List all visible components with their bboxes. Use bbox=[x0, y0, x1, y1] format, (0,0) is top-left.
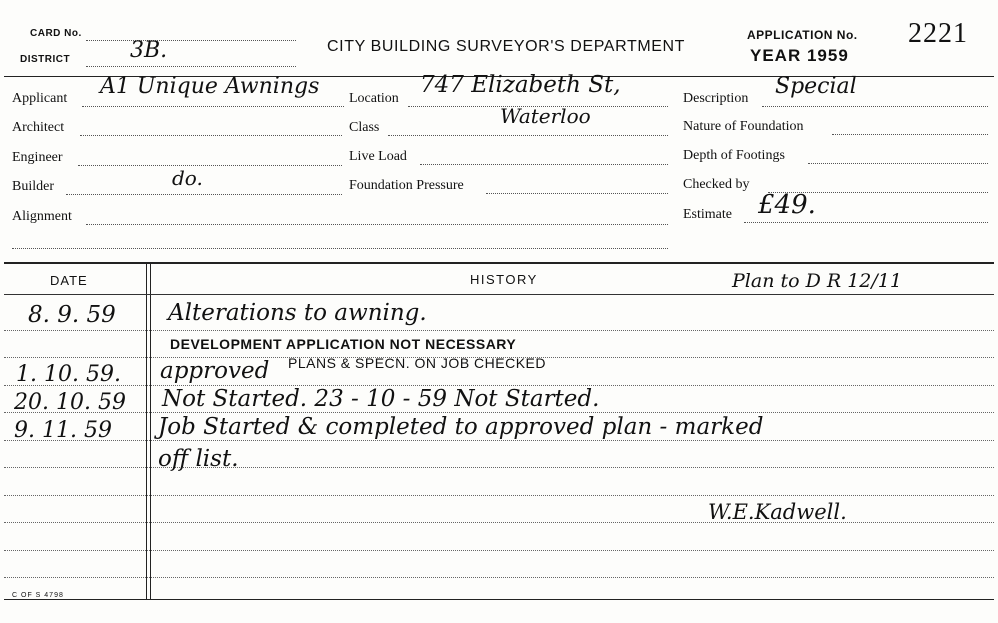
description-label: Description bbox=[683, 91, 749, 106]
location-value: 747 Elizabeth St, bbox=[420, 72, 621, 98]
district-label: DISTRICT bbox=[20, 54, 71, 65]
entry-1-text: Alterations to awning. bbox=[168, 300, 427, 326]
district-value: 3B. bbox=[130, 38, 168, 63]
history-header: HISTORY bbox=[470, 272, 538, 287]
entry-4-date: 20. 10. 59 bbox=[14, 390, 126, 415]
history-row-line bbox=[4, 577, 994, 578]
nature-label: Nature of Foundation bbox=[683, 119, 804, 134]
class-line bbox=[388, 135, 668, 136]
history-bottom-rule bbox=[4, 599, 994, 600]
engineer-label: Engineer bbox=[12, 150, 63, 165]
architect-label: Architect bbox=[12, 120, 65, 135]
signature: W.E.Kadwell. bbox=[708, 500, 847, 524]
engineer-line bbox=[78, 165, 342, 166]
depth-label: Depth of Footings bbox=[683, 148, 785, 163]
estimate-label: Estimate bbox=[683, 207, 732, 222]
card-no-label: CARD No. bbox=[30, 28, 82, 39]
history-row-line bbox=[4, 550, 994, 551]
blank-line bbox=[12, 248, 668, 249]
nature-line bbox=[832, 134, 988, 135]
alignment-label: Alignment bbox=[12, 209, 72, 224]
applicant-value: A1 Unique Awnings bbox=[100, 74, 320, 99]
entry-6-text: off list. bbox=[158, 446, 239, 472]
entry-2-text: DEVELOPMENT APPLICATION NOT NECESSARY bbox=[170, 336, 517, 352]
entry-3-date: 1. 10. 59. bbox=[16, 362, 121, 387]
history-row-line bbox=[4, 330, 994, 331]
entry-3-text-typed: PLANS & SPECN. ON JOB CHECKED bbox=[288, 355, 547, 371]
description-value: Special bbox=[775, 74, 857, 99]
liveload-line bbox=[420, 164, 668, 165]
checked-label: Checked by bbox=[683, 177, 750, 192]
department-title: CITY BUILDING SURVEYOR'S DEPARTMENT bbox=[327, 38, 686, 55]
history-header-rule bbox=[4, 294, 994, 295]
foundation-pressure-label: Foundation Pressure bbox=[349, 178, 464, 193]
applicant-label: Applicant bbox=[12, 91, 68, 106]
date-column-divider bbox=[146, 262, 147, 599]
applicant-line bbox=[82, 106, 344, 107]
entry-1-date: 8. 9. 59 bbox=[28, 302, 116, 328]
entry-5-text: Job Started & completed to approved plan - marked bbox=[158, 414, 764, 440]
entry-5-date: 9. 11. 59 bbox=[14, 418, 112, 443]
estimate-value: £49. bbox=[758, 190, 816, 220]
alignment-line bbox=[86, 224, 668, 225]
year-label: YEAR 1959 bbox=[750, 46, 849, 65]
application-number: 2221 bbox=[908, 18, 968, 49]
history-row-line bbox=[4, 467, 994, 468]
class-label: Class bbox=[349, 120, 380, 135]
card-no-line bbox=[86, 40, 296, 41]
entry-3-text-hand: approved bbox=[160, 358, 270, 384]
builder-label: Builder bbox=[12, 179, 54, 194]
form-code: C OF S 4798 bbox=[12, 592, 64, 599]
builder-line bbox=[66, 194, 342, 195]
location-value-2: Waterloo bbox=[500, 104, 591, 128]
history-row-line bbox=[4, 412, 994, 413]
district-line bbox=[86, 66, 296, 67]
entry-4-text: Not Started. 23 - 10 - 59 Not Started. bbox=[162, 386, 600, 412]
history-top-rule bbox=[4, 262, 994, 264]
plan-note: Plan to D R 12/11 bbox=[732, 270, 902, 292]
builder-value: do. bbox=[172, 166, 203, 190]
description-line bbox=[762, 106, 988, 107]
liveload-label: Live Load bbox=[349, 149, 407, 164]
foundation-pressure-line bbox=[486, 193, 668, 194]
depth-line bbox=[808, 163, 988, 164]
date-header: DATE bbox=[50, 273, 88, 288]
history-row-line bbox=[4, 495, 994, 496]
history-row-line bbox=[4, 440, 994, 441]
architect-line bbox=[80, 135, 342, 136]
application-label: APPLICATION No. bbox=[747, 28, 858, 42]
location-label: Location bbox=[349, 91, 399, 106]
date-column-divider-2 bbox=[150, 262, 151, 599]
estimate-line bbox=[744, 222, 988, 223]
